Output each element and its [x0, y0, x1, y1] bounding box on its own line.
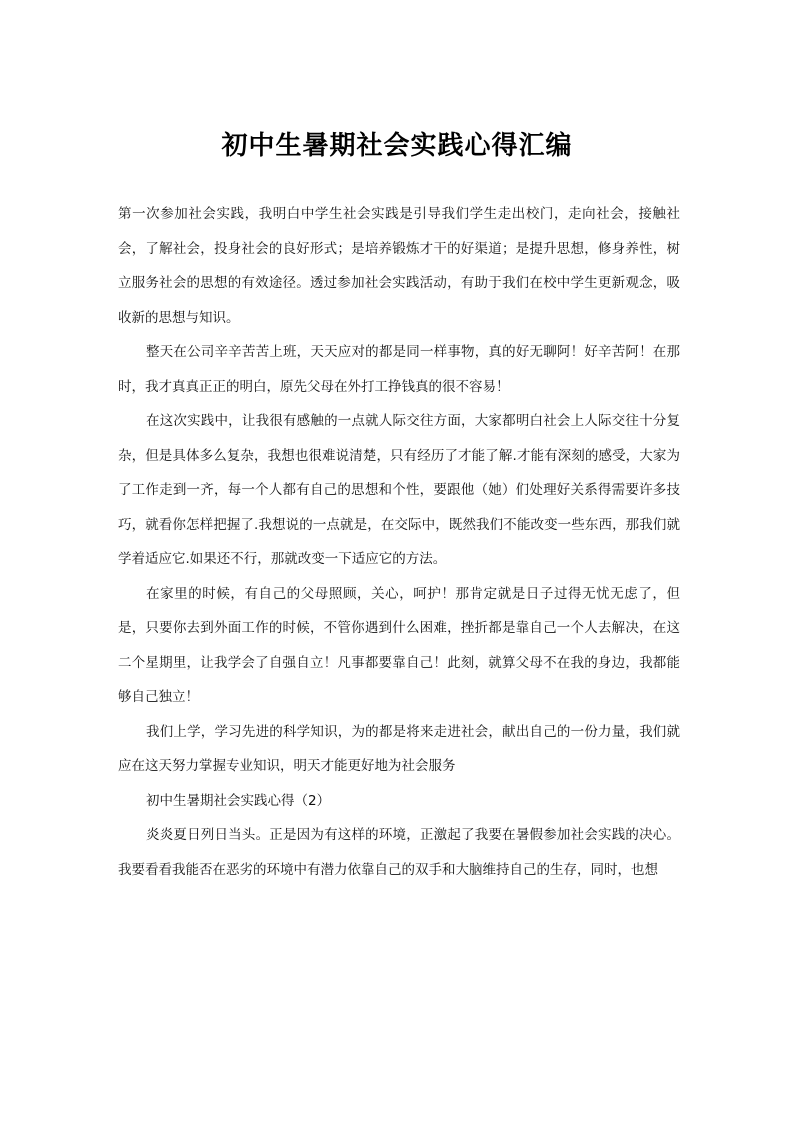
paragraph-5: 我们上学，学习先进的科学知识，为的都是将来走进社会，献出自己的一份力量，我们就应在这天努力掌握专业知识，明天才能更好地为社会服务 — [118, 723, 680, 774]
document-body — [118, 197, 680, 887]
paragraph-6: 炎炎夏日列日当头。正是因为有这样的环境，正激起了我要在暑假参加社会实践的决心。我要看看我能否在恶劣的环境中有潜力依靠自己的双手和大脑维持自己的生存，同时，也想 — [118, 827, 680, 878]
paragraph-4: 在家里的时候，有自己的父母照顾，关心，呵护！那肯定就是日子过得无忧无虑了，但是，只要你去到外面工作的时候，不管你遇到什么困难，挫折都是靠自己一个人去解决，在这二个星期里，让我学会了自强自立！凡事都要靠自己！此刻，就算父母不在我的身边，我都能够自己独立！ — [118, 585, 680, 705]
paragraph-3: 在这次实践中，让我很有感触的一点就人际交往方面，大家都明白社会上人际交往十分复杂，但是具体多么复杂，我想也很难说清楚，只有经历了才能了解.才能有深刻的感受，大家为了工作走到一齐，每一个人都有自己的思想和个性，要跟他（她）们处理好关系得需要许多技巧，就看你怎样把握了.我想说的一点就是，在交际中，既然我们不能改变一些东西，那我们就学着适应它.如果还不行，那就改变一下适应它的方法。 — [118, 413, 680, 567]
document-title: 初中生暑期社会实践心得汇编 — [221, 131, 573, 161]
section-heading-2: 初中生暑期社会实践心得（2） — [146, 792, 331, 809]
paragraph-1: 第一次参加社会实践，我明白中学生社会实践是引导我们学生走出校门，走向社会，接触社会，了解社会，投身社会的良好形式；是培养锻炼才干的好渠道；是提升思想，修身养性，树立服务社会的思想的有效途径。透过参加社会实践活动，有助于我们在校中学生更新观念，吸收新的思想与知识。 — [118, 206, 680, 326]
paragraph-2: 整天在公司辛辛苦苦上班，天天应对的都是同一样事物，真的好无聊阿！好辛苦阿！在那时，我才真真正正的明白，原先父母在外打工挣钱真的很不容易！ — [118, 344, 680, 395]
